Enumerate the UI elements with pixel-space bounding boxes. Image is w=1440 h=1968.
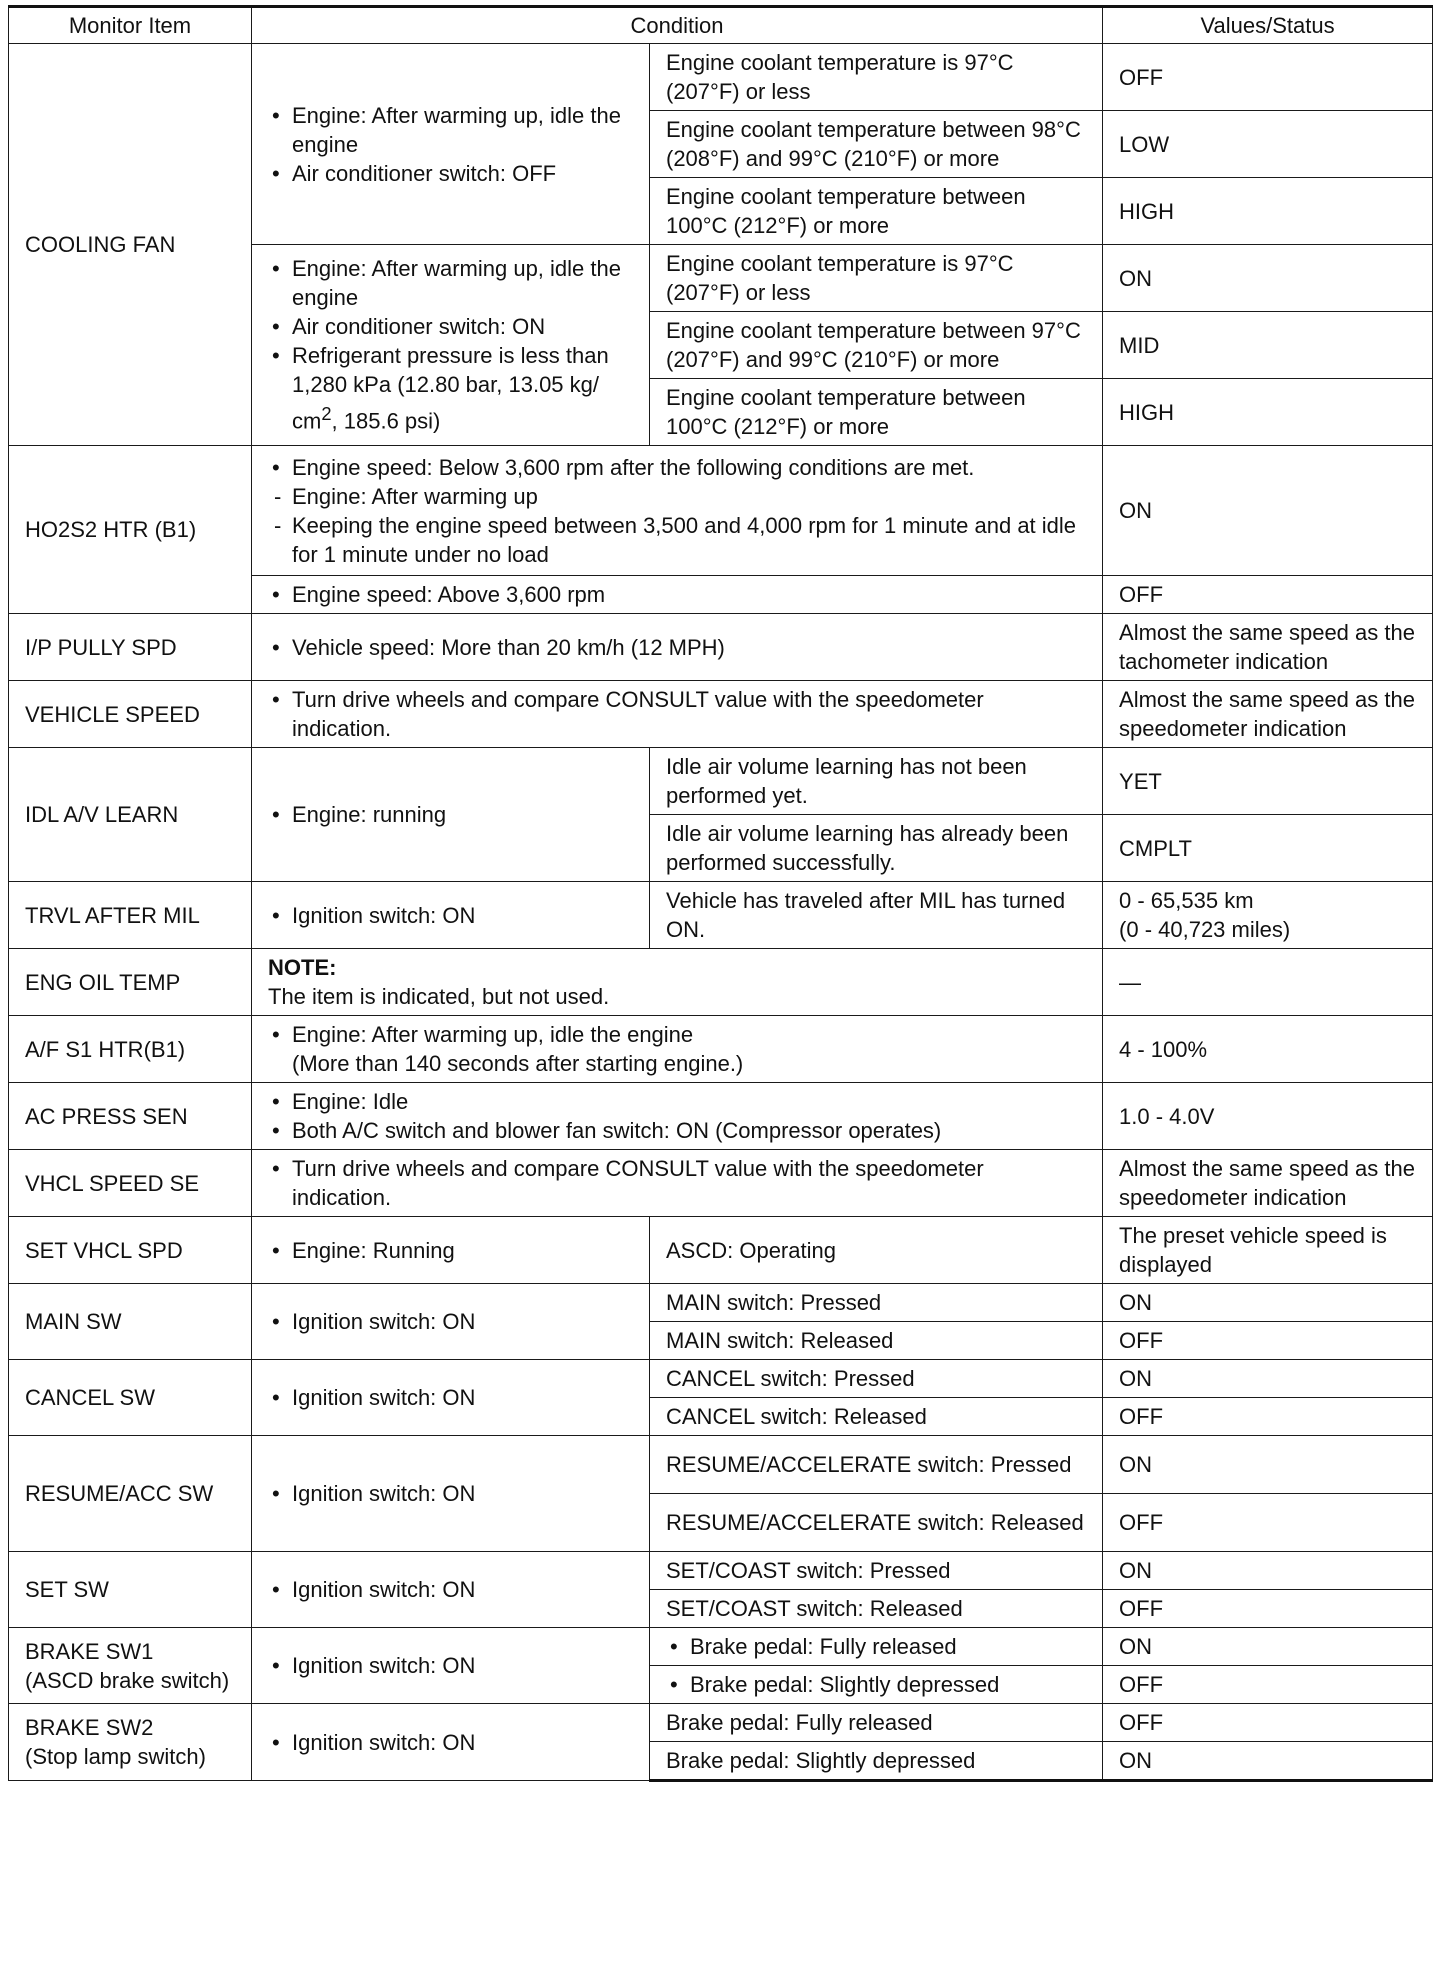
value-status: ON [1103,1742,1433,1781]
monitor-item: MAIN SW [9,1284,252,1360]
condition-bullet: • Engine speed: Above 3,600 rpm [268,580,1086,609]
condition-bullet: • Engine: After warming up, idle the engine (More than 140 seconds after starting engine.) [268,1020,1086,1078]
condition-bullet: • Engine: After warming up, idle the engine [268,254,633,312]
sub-condition: MAIN switch: Released [650,1322,1103,1360]
sub-condition: RESUME/ACCELERATE switch: Pressed [650,1436,1103,1494]
condition-dash: - Engine: After warming up [268,482,1086,511]
monitor-item: HO2S2 HTR (B1) [9,446,252,614]
sub-condition: Engine coolant temperature between 100°C (212°F) or more [650,379,1103,446]
value-status: CMPLT [1103,815,1433,882]
condition-cell [252,1552,650,1628]
condition-bullet: • Both A/C switch and blower fan switch: ON (Compressor operates) [268,1116,1086,1145]
value-status: — [1103,949,1433,1016]
condition-cell [252,576,1103,614]
sub-condition: ASCD: Operating [650,1217,1103,1284]
table-row [9,1436,1433,1494]
condition-bullet [268,341,633,435]
table-row [9,1552,1433,1590]
value-status: ON [1103,1436,1433,1494]
value-status: ON [1103,1360,1433,1398]
condition-cell [252,1150,1103,1217]
condition-cell [252,44,650,245]
condition-cell [252,1083,1103,1150]
header-condition: Condition [252,7,1103,44]
condition-bullet: • Turn drive wheels and compare CONSULT value with the speedometer indication. [268,685,1086,743]
monitor-item: I/P PULLY SPD [9,614,252,681]
header-monitor-item: Monitor Item [9,7,252,44]
condition-bullet: • Engine: running [268,800,633,829]
condition-text: , 185.6 psi) [331,408,441,434]
condition-bullet: • Vehicle speed: More than 20 km/h (12 MPH) [268,633,1086,662]
sub-condition: MAIN switch: Pressed [650,1284,1103,1322]
table-row [9,614,1433,681]
monitor-item: ENG OIL TEMP [9,949,252,1016]
condition-bullet: • Air conditioner switch: ON [268,312,633,341]
condition-cell [252,1704,650,1781]
table-row [9,1704,1433,1742]
value-status: OFF [1103,1322,1433,1360]
condition-bullet: • Engine: After warming up, idle the engine [268,101,633,159]
sub-condition: CANCEL switch: Released [650,1398,1103,1436]
value-status: ON [1103,1284,1433,1322]
sub-condition: Engine coolant temperature is 97°C (207°F) or less [650,44,1103,111]
sub-condition: CANCEL switch: Pressed [650,1360,1103,1398]
value-status: OFF [1103,1494,1433,1552]
condition-bullet: • Engine: Running [268,1236,633,1265]
monitor-item: AC PRESS SEN [9,1083,252,1150]
monitor-item: TRVL AFTER MIL [9,882,252,949]
value-status: HIGH [1103,178,1433,245]
value-status: Almost the same speed as the speedometer indication [1103,681,1433,748]
value-status: HIGH [1103,379,1433,446]
sub-condition: Brake pedal: Slightly depressed [650,1742,1103,1781]
value-status: 1.0 - 4.0V [1103,1083,1433,1150]
condition-cell [252,681,1103,748]
condition-bullet: • Brake pedal: Slightly depressed [666,1670,1086,1699]
value-status: ON [1103,1552,1433,1590]
condition-cell [252,1360,650,1436]
sub-condition: Engine coolant temperature between 97°C (207°F) and 99°C (210°F) or more [650,312,1103,379]
note-text: The item is indicated, but not used. [268,984,610,1009]
header-values-status: Values/Status [1103,7,1433,44]
sub-condition: Idle air volume learning has not been performed yet. [650,748,1103,815]
table-row [9,681,1433,748]
value-status: OFF [1103,1590,1433,1628]
monitor-item: VEHICLE SPEED [9,681,252,748]
monitor-item: BRAKE SW2 (Stop lamp switch) [9,1704,252,1781]
monitor-item: CANCEL SW [9,1360,252,1436]
table-row [9,748,1433,815]
sub-condition: Engine coolant temperature between 98°C (208°F) and 99°C (210°F) or more [650,111,1103,178]
table-row [9,1150,1433,1217]
value-status: The preset vehicle speed is displayed [1103,1217,1433,1284]
value-status: ON [1103,1628,1433,1666]
value-status: 4 - 100% [1103,1016,1433,1083]
condition-cell [252,1217,650,1284]
condition-cell [252,1628,650,1704]
value-status: OFF [1103,44,1433,111]
value-status: ON [1103,245,1433,312]
condition-text: Refrigerant pressure is less than 1,280 kPa (12.80 bar, 13.05 kg/ [292,343,609,398]
sub-condition: SET/COAST switch: Released [650,1590,1103,1628]
table-row [9,1284,1433,1322]
value-status: 0 - 65,535 km (0 - 40,723 miles) [1103,882,1433,949]
sub-condition: Engine coolant temperature is 97°C (207°F) or less [650,245,1103,312]
condition-bullet: • Ignition switch: ON [268,1479,633,1508]
table-row [9,44,1433,111]
sub-condition: SET/COAST switch: Pressed [650,1552,1103,1590]
condition-bullet: • Engine speed: Below 3,600 rpm after the following conditions are met. [268,453,1086,482]
monitor-item: A/F S1 HTR(B1) [9,1016,252,1083]
value-status: MID [1103,312,1433,379]
monitor-item: IDL A/V LEARN [9,748,252,882]
value-status: LOW [1103,111,1433,178]
table-row [9,446,1433,576]
condition-bullet: • Air conditioner switch: OFF [268,159,633,188]
condition-cell [252,882,650,949]
value-status: Almost the same speed as the tachometer indication [1103,614,1433,681]
value-status: ON [1103,446,1433,576]
table-row [9,882,1433,949]
condition-cell [252,446,1103,576]
value-status: Almost the same speed as the speedometer indication [1103,1150,1433,1217]
condition-cell [252,1436,650,1552]
condition-bullet: • Ignition switch: ON [268,1651,633,1680]
value-status: OFF [1103,1666,1433,1704]
value-status: OFF [1103,576,1433,614]
unit-cm: cm [292,408,322,434]
sub-condition: RESUME/ACCELERATE switch: Released [650,1494,1103,1552]
condition-cell [252,748,650,882]
table-row [9,1016,1433,1083]
monitor-item: BRAKE SW1 (ASCD brake switch) [9,1628,252,1704]
condition-bullet: • Ignition switch: ON [268,1728,633,1757]
condition-bullet: • Ignition switch: ON [268,1383,633,1412]
monitor-item: SET VHCL SPD [9,1217,252,1284]
sub-condition: Brake pedal: Fully released [650,1704,1103,1742]
condition-cell [252,949,1103,1016]
note-title: NOTE: [268,955,337,980]
condition-bullet: • Turn drive wheels and compare CONSULT value with the speedometer indication. [268,1154,1086,1212]
sub-condition: Engine coolant temperature between 100°C (212°F) or more [650,178,1103,245]
value-status: OFF [1103,1704,1433,1742]
monitor-item: RESUME/ACC SW [9,1436,252,1552]
condition-bullet: • Ignition switch: ON [268,901,633,930]
condition-dash: - Keeping the engine speed between 3,500 and 4,000 rpm for 1 minute and at idle for 1 minute under no load [268,511,1086,569]
table-row [9,1083,1433,1150]
condition-cell [252,245,650,446]
sub-condition: Idle air volume learning has already been performed successfully. [650,815,1103,882]
condition-bullet: • Ignition switch: ON [268,1307,633,1336]
sub-condition [650,1666,1103,1704]
condition-cell [252,1016,1103,1083]
value-status: YET [1103,748,1433,815]
monitor-item: COOLING FAN [9,44,252,446]
condition-bullet: • Ignition switch: ON [268,1575,633,1604]
monitor-spec-table [8,5,1433,1782]
condition-cell [252,1284,650,1360]
condition-bullet: • Brake pedal: Fully released [666,1632,1086,1661]
table-row [9,1217,1433,1284]
superscript: 2 [321,403,332,425]
table-row [9,1628,1433,1666]
condition-cell [252,614,1103,681]
monitor-item: SET SW [9,1552,252,1628]
condition-bullet: • Engine: Idle [268,1087,1086,1116]
sub-condition [650,1628,1103,1666]
sub-condition: Vehicle has traveled after MIL has turned ON. [650,882,1103,949]
table-row [9,1360,1433,1398]
value-status: OFF [1103,1398,1433,1436]
header-row [9,7,1433,44]
table-row [9,949,1433,1016]
monitor-item: VHCL SPEED SE [9,1150,252,1217]
